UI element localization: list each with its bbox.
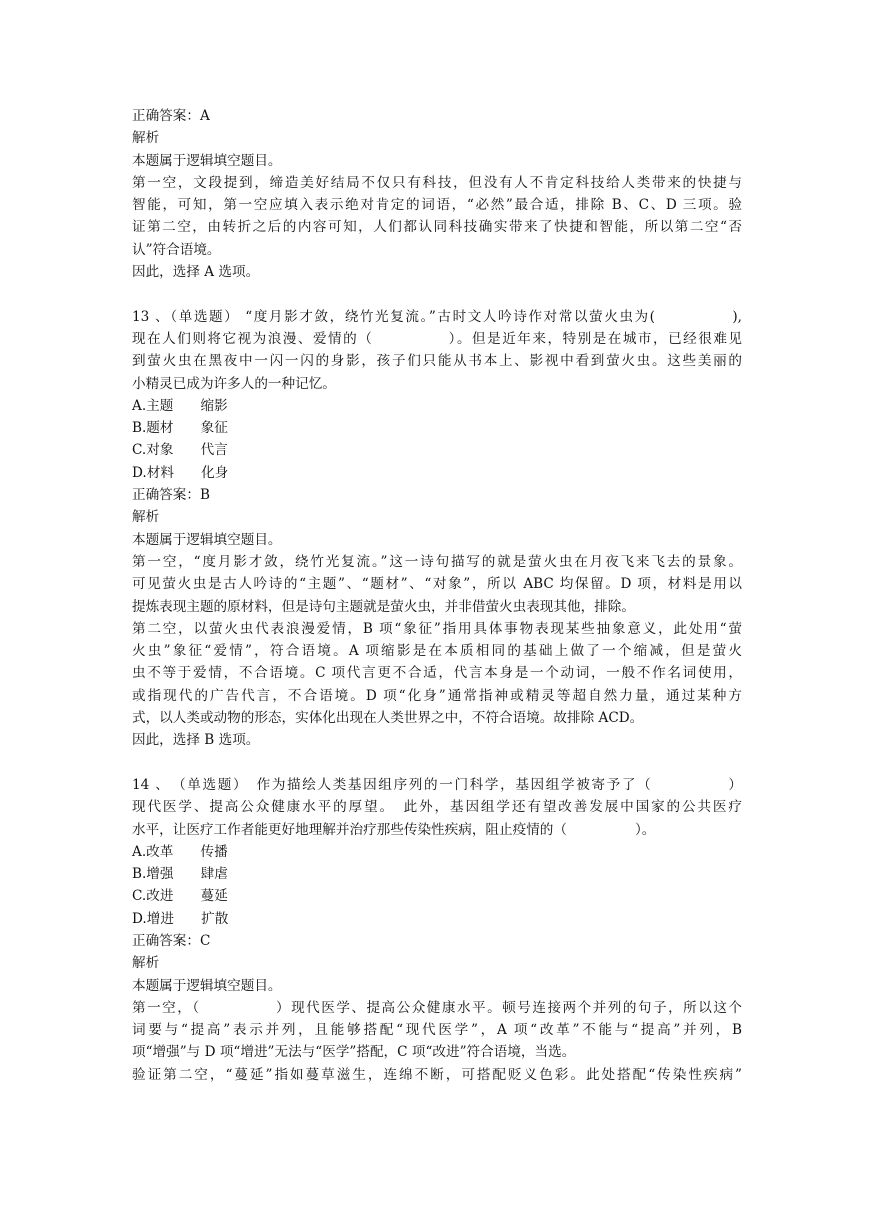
- analysis-line: 词要与“提高”表示并列，且能够搭配“现代医学”，A 项“改革”不能与“提高”并列，B: [132, 1022, 742, 1039]
- prev-analysis-line: 智能，可知，第一空应填入表示绝对肯定的词语，“必然”最合适，排除 B、C、D 三项。验: [132, 197, 742, 214]
- document-page: [132, 105, 742, 1086]
- analysis-line: 式，以人类或动物的形态，实体化出现在人类世界之中，不符合语境。故排除 ACD。: [132, 710, 644, 727]
- prev-analysis-line: 认”符合语境。: [132, 241, 221, 258]
- analysis-label: 解析: [132, 955, 160, 972]
- question-stem-line: 13 、（单选题） “度月影才敛，绕竹光复流。”古时文人吟诗作对常以萤火虫为( ),: [132, 308, 742, 325]
- analysis-line: 或指现代的广告代言，不合语境。D 项“化身”通常指神或精灵等超自然力量，通过某种方: [132, 687, 742, 704]
- question-14: [132, 774, 742, 1086]
- prev-analysis-line: 第一空，文段提到，缔造美好结局不仅只有科技，但没有人不肯定科技给人类带来的快捷与: [132, 174, 742, 191]
- analysis-line: 提炼表现主题的原材料，但是诗句主题就是萤火虫，并非借萤火虫表现其他，排除。: [132, 598, 635, 615]
- question-13: [132, 306, 742, 752]
- prev-answer: 正确答案：A: [132, 108, 210, 124]
- question-stem-line: 14 、 （单选题） 作为描绘人类基因组序列的一门科学，基因组学被寄予了（ ）: [132, 776, 742, 793]
- option-a: A.改革 传播: [132, 843, 228, 860]
- correct-answer: 正确答案：B: [132, 487, 210, 504]
- option-a: A.主题 缩影: [132, 397, 228, 414]
- question-stem-line: 到萤火虫在黑夜中一闪一闪的身影，孩子们只能从书本上、影视中看到萤火虫。这些美丽的: [132, 353, 742, 370]
- option-c: C.改进 蔓延: [132, 888, 228, 905]
- analysis-line: 火虫”象征“爱情”，符合语境。A 项缩影是在本质相同的基础上做了一个缩减，但是萤火: [132, 643, 742, 660]
- prev-conclusion: 因此，选择 A 选项。: [132, 264, 260, 281]
- analysis-label: 解析: [132, 509, 160, 526]
- analysis-line: 第二空，以萤火虫代表浪漫爱情，B 项“象征”指用具体事物表现某些抽象意义，此处用“萤: [132, 620, 742, 637]
- question-stem-line: 现在人们则将它视为浪漫、爱情的（ ）。但是近年来，特别是在城市，已经很难见: [132, 330, 742, 347]
- prev-analysis-line: 本题属于逻辑填空题目。: [132, 152, 282, 169]
- prev-analysis-label: 解析: [132, 130, 160, 147]
- analysis-line: 验证第二空，“蔓延”指如蔓草滋生，连绵不断，可搭配贬义色彩。此处搭配“传染性疾病”: [132, 1066, 742, 1083]
- analysis-line: 可见萤火虫是古人吟诗的“主题”、“题材”、“对象”，所以 ABC 均保留。D 项，材料是用以: [132, 576, 742, 593]
- paragraph-gap: [132, 283, 742, 305]
- option-b: B.增强 肆虐: [132, 866, 228, 883]
- option-d: D.增进 扩散: [132, 910, 229, 927]
- analysis-line: 项“增强”与 D 项“增进”无法与“医学”搭配，C 项“改进”符合语境，当选。: [132, 1044, 576, 1061]
- paragraph-gap: [132, 752, 742, 774]
- analysis-line: 本题属于逻辑填空题目。: [132, 531, 282, 548]
- analysis-conclusion: 因此，选择 B 选项。: [132, 732, 260, 749]
- option-c: C.对象 代言: [132, 442, 228, 459]
- analysis-line: 第一空，（ ）现代医学、提高公众健康水平。顿号连接两个并列的句子，所以这个: [132, 999, 742, 1016]
- prev-analysis-line: 证第二空，由转折之后的内容可知，人们都认同科技确实带来了快捷和智能，所以第二空“否: [132, 219, 742, 236]
- question-stem-line: 现代医学、提高公众健康水平的厚望。 此外，基因组学还有望改善发展中国家的公共医疗: [132, 799, 742, 816]
- analysis-line: 本题属于逻辑填空题目。: [132, 977, 282, 994]
- question-stem-line: 水平，让医疗工作者能更好地理解并治疗那些传染性疾病，阻止疫情的（ ）。: [132, 821, 656, 838]
- analysis-line: 第一空，“度月影才敛，绕竹光复流。”这一诗句描写的就是萤火虫在月夜飞来飞去的景象。: [132, 553, 742, 570]
- option-d: D.材料 化身: [132, 464, 229, 481]
- analysis-line: 虫不等于爱情，不合语境。C 项代言更不合适，代言本身是一个动词，一般不作名词使用，: [132, 665, 742, 682]
- correct-answer: 正确答案：C: [132, 932, 211, 949]
- question-stem-line: 小精灵已成为许多人的一种记忆。: [132, 375, 336, 392]
- option-b: B.题材 象征: [132, 420, 228, 437]
